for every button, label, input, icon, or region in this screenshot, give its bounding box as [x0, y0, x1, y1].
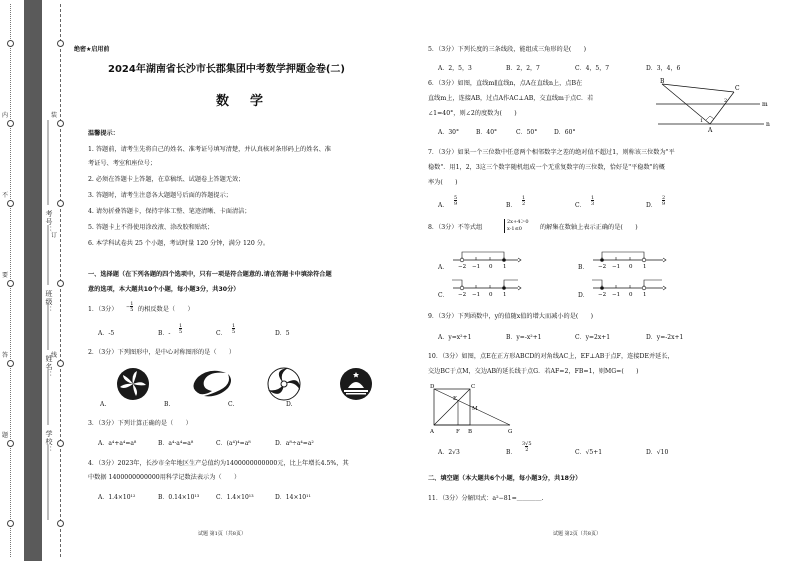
q2-stem: 2．（3分）下列图形中，是中心对称图形的是（ ）: [88, 349, 236, 356]
notice-item: 6. 本学科试卷共 25 个小题，考试时量 120 分钟，满分 120 分。: [88, 240, 270, 247]
q8-tick-label: 1: [643, 292, 647, 298]
page-left: [68, 0, 403, 561]
q6-stem-line2: 直线m上，连接AB，过点A作AC⊥AB，交直线m于点C．若: [428, 95, 594, 102]
q6-fig-label-1: 1: [700, 118, 704, 124]
q8-tick-label: 1: [503, 264, 507, 270]
strip-label-class: 班级：: [45, 290, 53, 314]
q8-tick-label: 0: [489, 292, 493, 298]
q3-stem: 3．（3分）下列计算正确的是（ ）: [88, 420, 192, 427]
q2-option-b[interactable]: B.: [164, 401, 171, 408]
q10-fig-label-a: A: [430, 429, 434, 435]
q4-option-c[interactable]: C．1.4×10¹³: [216, 494, 254, 501]
q6-stem-line3: ∠1=40°，则∠2的度数为( ): [428, 110, 517, 117]
side-char: 题: [2, 432, 9, 439]
q1-stem-pre: 1．（3分）: [88, 306, 118, 313]
q8-tick-label: 0: [629, 264, 633, 270]
binding-hole: [57, 280, 64, 287]
q5-option-c[interactable]: C．4，5，7: [575, 65, 610, 72]
binding-hole: [57, 40, 64, 47]
q2-option-a[interactable]: A.: [100, 401, 107, 408]
q7-stem-line1: 7．（3分）如果一个三位数中任意两个相邻数字之差的绝对值不超过1，则称该三位数为"平: [428, 149, 675, 156]
q10-fig-label-d: D: [430, 384, 435, 390]
q8-stem-pre: 8．（3分）不等式组: [428, 224, 483, 231]
q7-option-a-frac: 5 9: [454, 195, 458, 207]
q6-stem-line1: 6．（3分）如图，直线m∥直线n，点A在直线n上，点B在: [428, 80, 583, 87]
side-char: 线: [51, 352, 58, 359]
q6-fig-label-m: m: [762, 101, 768, 108]
q1-frac-num: 1: [130, 301, 134, 307]
q1-option-c-frac: 1 5: [232, 323, 236, 335]
secret-mark: 绝密★启用前: [74, 46, 110, 53]
q1-option-b-frac: 1 5: [179, 323, 183, 335]
q10-fig-label-g: G: [508, 429, 513, 435]
page-footer-left: 试题 第1页（共8页）: [198, 531, 246, 537]
q6-fig-label-a: A: [708, 127, 713, 134]
q8-tick-label: −2: [458, 264, 467, 270]
q8-tick-label: −2: [598, 264, 607, 270]
q10-option-a[interactable]: A．2√3: [438, 449, 460, 456]
binding-hole: [57, 360, 64, 367]
notice-item: 2. 必须在答题卡上答题，在草稿纸、试题卷上答题无效；: [88, 176, 245, 183]
q1-option-d[interactable]: D．5: [275, 330, 290, 337]
q7-option-c-frac: 1 3: [591, 195, 595, 207]
q8-tick-label: −1: [472, 292, 481, 298]
q6-option-c[interactable]: C．50°: [516, 129, 538, 136]
q4-option-d[interactable]: D．14×10¹¹: [275, 494, 311, 501]
q1-stem-post: 的相反数是（ ）: [138, 306, 194, 313]
q4-option-a[interactable]: A．1.4×10¹²: [98, 494, 136, 501]
q8-tick-label: −1: [612, 264, 621, 270]
q4-stem-line1: 4．（3分）2023年，长沙市全年地区生产总值约为1400000000000元，比上年增长4.5%，其: [88, 460, 349, 467]
binding-hole: [57, 440, 64, 447]
q8-number-lines: [448, 240, 788, 310]
q7-option-b[interactable]: B．: [506, 202, 517, 209]
page-right: [418, 0, 788, 561]
exam-title: 2024年湖南省长沙市长郡集团中考数学押题金卷(二): [108, 64, 345, 75]
notice-item: 4. 请勿折叠答题卡，保持字体工整、笔迹清晰、卡面清洁；: [88, 208, 251, 215]
q6-option-b[interactable]: B．40°: [476, 129, 498, 136]
q1-option-b[interactable]: B．-: [158, 330, 171, 337]
spiral-logo-figure: [268, 368, 300, 400]
q8-tick-label: 0: [489, 264, 493, 270]
q5-option-d[interactable]: D．3，4，6: [646, 65, 681, 72]
q10-fig-label-c: C: [471, 384, 476, 390]
binding-strip: [0, 0, 57, 561]
strip-label-id: 考号：: [45, 210, 53, 234]
q9-option-a[interactable]: A．y=x²+1: [438, 334, 472, 341]
q8-option-a[interactable]: A．: [438, 264, 449, 271]
q6-fig-label-b: B: [660, 78, 665, 85]
q5-stem: 5．（3分）下列长度的三条线段，能组成三角形的是( ): [428, 46, 587, 53]
strip-label-name: 姓名：: [45, 355, 53, 379]
q10-stem-line2: 交边BC于点M，交边AB的延长线于点G．若AF=2，FB=1，则MG=( ): [428, 368, 639, 375]
q10-option-c[interactable]: C．√5+1: [575, 449, 603, 456]
q8-tick-label: −2: [598, 292, 607, 298]
notice-item: 1. 答题前，请考生先将自己的姓名、准考证号填写清楚，并认真核对条形码上的姓名、准: [88, 146, 331, 153]
q8-number-line-b: [593, 252, 666, 262]
q7-stem-line3: 率为( ): [428, 179, 458, 186]
q8-tick-label: 1: [503, 292, 507, 298]
side-char: 要: [2, 272, 9, 279]
q10-option-d[interactable]: D．√10: [646, 449, 669, 456]
q8-tick-label: 1: [643, 264, 647, 270]
binding-hole: [57, 520, 64, 527]
q7-option-d-frac: 2 9: [662, 195, 666, 207]
side-char: 答: [2, 352, 9, 359]
q4-option-b[interactable]: B．0.14×10¹³: [158, 494, 200, 501]
q8-option-d[interactable]: D．: [578, 292, 589, 299]
swirl-logo-figure: [193, 371, 231, 397]
section1-heading-cont: 意的选项，本大题共10个小题，每小题3分，共30分）: [88, 286, 240, 293]
q2-option-d[interactable]: D.: [286, 401, 293, 408]
q3-option-c[interactable]: C．(a⁴)⁴=a⁸: [216, 440, 251, 447]
q8-tick-label: −1: [612, 292, 621, 298]
q10-figure: [430, 383, 520, 435]
q8-system-line1: 2x+4＞0: [507, 219, 529, 225]
q8-number-line-a: [453, 252, 521, 262]
q10-option-b-frac: 3√5 2: [522, 441, 532, 453]
q4-stem-line2: 中数据 1400000000000用科学记数法表示为（ ）: [88, 474, 241, 481]
q8-number-line-c: [452, 280, 521, 290]
q8-option-c[interactable]: C．: [438, 292, 449, 299]
q10-fig-label-b: B: [468, 429, 473, 435]
q2-figures: [108, 366, 408, 406]
q8-system: [504, 219, 529, 233]
q8-tick-label: −1: [472, 264, 481, 270]
notice-heading: 温馨提示：: [88, 130, 119, 137]
q1-frac-den: 5: [130, 307, 134, 313]
q10-option-b[interactable]: B．: [506, 449, 517, 456]
q6-fig-label-n: n: [766, 121, 770, 128]
q1-neg-frac: $-\frac{1}{5}$: [126, 301, 134, 313]
section1-heading: 一、选择题（在下列各题的四个选项中，只有一项是符合题意的.请在答题卡中填涂符合题: [88, 271, 332, 278]
q8-tick-label: −2: [458, 292, 467, 298]
q8-stem-post: 的解集在数轴上表示正确的是( ): [540, 224, 638, 231]
q8-tick-label: 0: [629, 292, 633, 298]
side-char: 装: [51, 112, 58, 119]
q6-fig-label-2: 2: [724, 98, 728, 104]
q7-option-d[interactable]: D．: [646, 202, 657, 209]
q10-fig-label-f: F: [456, 429, 460, 435]
strip-underlines: [0, 0, 57, 561]
q7-option-c[interactable]: C．: [575, 202, 586, 209]
q8-option-b[interactable]: B．: [578, 264, 589, 271]
q10-fig-label-e: E: [453, 396, 458, 402]
q1-option-c[interactable]: C．: [216, 330, 227, 337]
notice-item: 5. 答题卡上不得使用涂改液、涂改胶和贴纸；: [88, 224, 214, 231]
q3-option-d[interactable]: D．a⁸÷a⁴=a²: [275, 440, 314, 447]
q6-option-a[interactable]: A．30°: [438, 129, 459, 136]
flower-emblem-figure: [117, 368, 149, 400]
notice-item: 考证号、考室和座位号；: [88, 160, 157, 167]
q10-fig-label-m: M: [472, 406, 478, 412]
side-char: 订: [51, 232, 58, 239]
subject-title: 数 学: [216, 94, 268, 109]
page-footer-right: 试题 第2页（共8页）: [553, 531, 601, 537]
side-char: 内: [2, 112, 9, 119]
q9-option-b[interactable]: B．y=-x²+1: [506, 334, 542, 341]
q7-option-a[interactable]: A．: [438, 202, 449, 209]
binding-hole: [57, 200, 64, 207]
q9-option-d[interactable]: D．y=-2x+1: [646, 334, 684, 341]
q9-option-c[interactable]: C．y=2x+1: [575, 334, 611, 341]
q3-option-a[interactable]: A．a⁴+a⁴=a⁸: [98, 440, 137, 447]
q7-stem-line2: 稳数"．用1，2，3这三个数字随机组成一个无重复数字的三位数，恰好是"平稳数"的概: [428, 164, 665, 171]
q8-system-line2: x-1≤0: [507, 226, 522, 232]
q8-number-line-d: [592, 280, 666, 290]
strip-label-school: 学校：: [45, 430, 53, 454]
q6-option-d[interactable]: D．60°: [554, 129, 576, 136]
q7-option-b-frac: 1 2: [522, 195, 526, 207]
q11-stem: 11．（3分）分解因式：a²−81=＿＿＿＿.: [428, 495, 544, 502]
section2-heading: 二、填空题（本大题共6个小题，每小题3分，共18分）: [428, 475, 582, 482]
q6-fig-label-c: C: [735, 85, 740, 92]
binding-hole: [57, 120, 64, 127]
q3-option-b[interactable]: B．a⁴·a⁴=a⁸: [158, 440, 194, 447]
lotus-emblem-figure: [340, 368, 372, 400]
q6-figure: [648, 78, 778, 138]
q5-option-b[interactable]: B．2，2，7: [506, 65, 540, 72]
notice-item: 3. 答题时，请考生注意各大题题号后面的答题提示；: [88, 192, 232, 199]
q5-option-a[interactable]: A．2，5，3: [438, 65, 472, 72]
q9-stem: 9．（3分）下列函数中，y的值随x值的增大而减小的是( ): [428, 313, 594, 320]
side-char: 不: [2, 192, 9, 199]
q1-option-a[interactable]: A．-5: [98, 330, 115, 337]
q2-option-c[interactable]: C.: [228, 401, 235, 408]
q10-stem-line1: 10．（3分）如图，点E在正方形ABCD的对角线AC上，EF⊥AB于点F，连接DE并延长，: [428, 353, 674, 360]
